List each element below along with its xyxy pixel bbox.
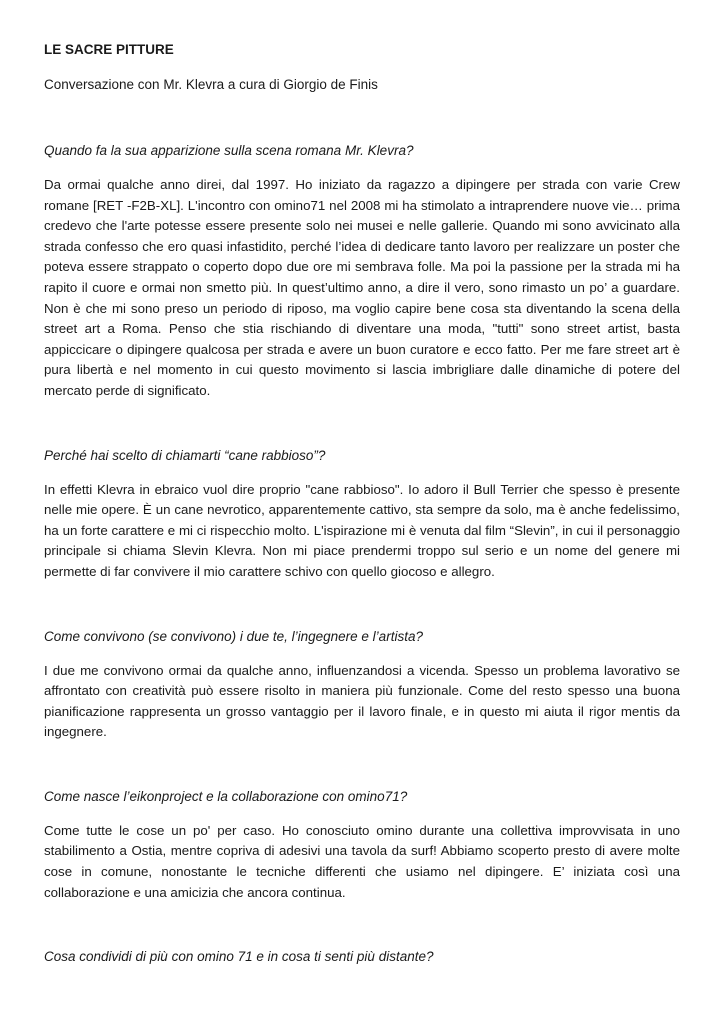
document-subtitle: Conversazione con Mr. Klevra a cura di Giorgio de Finis bbox=[44, 77, 378, 92]
interview-answer: I due me convivono ormai da qualche anno, influenzandosi a vicenda. Spesso un problema lavorativo se affrontato con creatività può essere risolto in maniera più funzionale. Come del resto spesso una buona pianificazione rappresenta un grosso vantaggio per il lavoro finale, e in questo mi aiuta il rigor mentis da ingegnere. bbox=[44, 662, 680, 740]
interview-question: Quando fa la sua apparizione sulla scena romana Mr. Klevra? bbox=[44, 143, 414, 158]
interview-block bbox=[44, 627, 680, 743]
interview-block bbox=[44, 947, 680, 967]
document-title: LE SACRE PITTURE bbox=[44, 42, 174, 57]
interview-question: Come nasce l’eikonproject e la collaborazione con omino71? bbox=[44, 788, 408, 804]
interview-answer: Come tutte le cose un po' per caso. Ho conosciuto omino durante una collettiva improvvisata in uno stabilimento a Ostia, mentre copriva di adesivi una tavola da surf! Abbiamo scoperto presto di avere molte cose in comune, nonostante le tecniche differenti che usiamo nel dipingere. E’ iniziata così una collaborazione e una amicizia che ancora continua. bbox=[44, 822, 680, 900]
interview-block bbox=[44, 787, 680, 903]
interview-question: Cosa condividi di più con omino 71 e in cosa ti senti più distante? bbox=[44, 949, 434, 965]
interview-answer: Da ormai qualche anno direi, dal 1997. Ho iniziato da ragazzo a dipingere per strada con varie Crew romane [RET -F2B-XL]. L'incontro con omino71 nel 2008 mi ha stimolato a intraprendere nuove vie… prima credevo che l'arte potesse essere presente solo nei musei e nelle gallerie. Quando mi sono avvicinato alla strada confesso che ero quasi infastidito, perché l’idea di dedicare tanto lavoro per realizzare un poster che poteva essere strappato o coperto dopo due ore mi sembrava folle. Ma poi la passione per la strada mi ha rapito il cuore e ormai non smetto più. In quest’ultimo anno, a dire il vero, sono rimasto un po’ a guardare. Non è che mi sono preso un periodo di riposo, ma voglio capire bene cosa sta diventando la scena della street art a Roma. Penso che stia rischiando di diventare una moda, "tutti" sono street artist, basta appiccicare o dipingere qualcosa per strada e avere un buon curatore e ecco fatto. Per me fare street art è pura libertà e nel momento in cui questo movimento si lascia imbrigliare dalle dinamiche di potere del mercato perde di significato. bbox=[44, 177, 680, 398]
interview-question: Come convivono (se convivono) i due te, l’ingegnere e l’artista? bbox=[44, 628, 423, 644]
interview-answer: In effetti Klevra in ebraico vuol dire proprio "cane rabbioso". Io adoro il Bull Terrier che spesso è presente nelle mie opere. È un cane nevrotico, apparentemente cattivo, sta sempre da solo, ma è anche fedelissimo, ha un forte carattere e mi ci rispecchio molto. L'ispirazione mi è venuta dal film “Slevin”, in cui il personaggio principale si chiama Slevin Klevra. Non mi piace prendermi troppo sul serio e un nome del genere mi permette di far convivere il mio carattere schivo con quello giocoso e allegro. bbox=[44, 481, 680, 579]
interview-block bbox=[44, 446, 680, 583]
interview-question: Perché hai scelto di chiamarti “cane rabbioso”? bbox=[44, 447, 326, 463]
interview-block bbox=[44, 141, 680, 402]
